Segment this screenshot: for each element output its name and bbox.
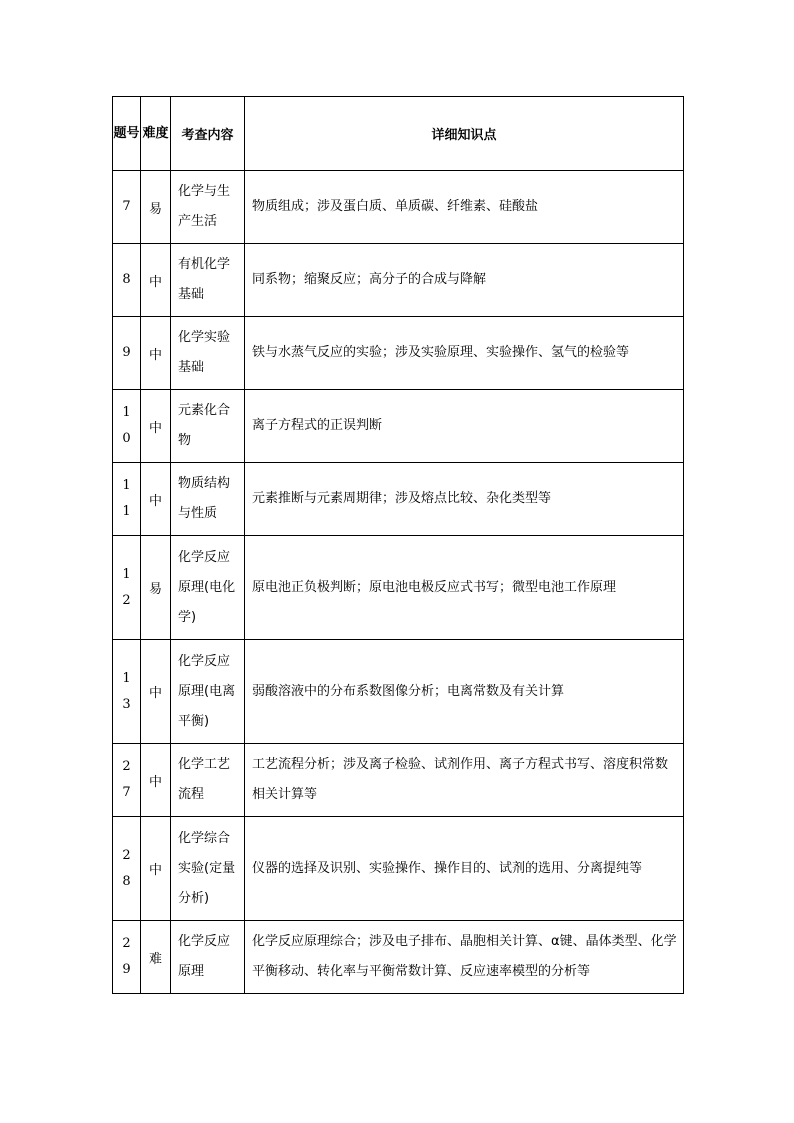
difficulty: 中 — [141, 744, 171, 817]
difficulty: 中 — [141, 463, 171, 536]
header-number: 题号 — [113, 97, 141, 171]
topic: 化学反应原理(电化学) — [171, 536, 245, 640]
difficulty: 中 — [141, 640, 171, 744]
question-number: 9 — [113, 317, 141, 390]
question-number: 7 — [113, 171, 141, 244]
knowledge-detail: 弱酸溶液中的分布系数图像分析；电离常数及有关计算 — [245, 640, 684, 744]
topic: 有机化学基础 — [171, 244, 245, 317]
knowledge-detail: 化学反应原理综合；涉及电子排布、晶胞相关计算、α键、晶体类型、化学平衡移动、转化率与平衡常数计算、反应速率模型的分析等 — [245, 921, 684, 994]
topic: 化学实验基础 — [171, 317, 245, 390]
table-row — [113, 921, 684, 994]
table-row — [113, 744, 684, 817]
question-number: 28 — [113, 817, 141, 921]
topic: 元素化合物 — [171, 390, 245, 463]
difficulty: 中 — [141, 244, 171, 317]
topic: 化学反应原理(电离平衡) — [171, 640, 245, 744]
question-number: 29 — [113, 921, 141, 994]
header-row — [113, 97, 684, 171]
knowledge-detail: 离子方程式的正误判断 — [245, 390, 684, 463]
topic: 化学反应原理 — [171, 921, 245, 994]
topic: 化学综合实验(定量分析) — [171, 817, 245, 921]
knowledge-detail: 物质组成；涉及蛋白质、单质碳、纤维素、硅酸盐 — [245, 171, 684, 244]
question-number: 8 — [113, 244, 141, 317]
difficulty: 中 — [141, 317, 171, 390]
difficulty: 易 — [141, 171, 171, 244]
table-row — [113, 317, 684, 390]
topic: 化学工艺流程 — [171, 744, 245, 817]
table-row — [113, 244, 684, 317]
difficulty: 易 — [141, 536, 171, 640]
knowledge-detail: 仪器的选择及识别、实验操作、操作目的、试剂的选用、分离提纯等 — [245, 817, 684, 921]
knowledge-detail: 元素推断与元素周期律；涉及熔点比较、杂化类型等 — [245, 463, 684, 536]
question-number: 27 — [113, 744, 141, 817]
table-row — [113, 640, 684, 744]
knowledge-detail: 同系物；缩聚反应；高分子的合成与降解 — [245, 244, 684, 317]
table-row — [113, 390, 684, 463]
question-number: 11 — [113, 463, 141, 536]
header-topic: 考查内容 — [171, 97, 245, 171]
knowledge-detail: 工艺流程分析；涉及离子检验、试剂作用、离子方程式书写、溶度积常数相关计算等 — [245, 744, 684, 817]
topic: 化学与生产生活 — [171, 171, 245, 244]
difficulty: 中 — [141, 817, 171, 921]
table-row — [113, 171, 684, 244]
difficulty: 中 — [141, 390, 171, 463]
question-number: 10 — [113, 390, 141, 463]
knowledge-table — [112, 96, 684, 994]
table-row — [113, 817, 684, 921]
difficulty: 难 — [141, 921, 171, 994]
header-difficulty: 难度 — [141, 97, 171, 171]
knowledge-detail: 原电池正负极判断；原电池电极反应式书写；微型电池工作原理 — [245, 536, 684, 640]
question-number: 13 — [113, 640, 141, 744]
knowledge-detail: 铁与水蒸气反应的实验；涉及实验原理、实验操作、氢气的检验等 — [245, 317, 684, 390]
header-detail: 详细知识点 — [245, 97, 684, 171]
question-number: 12 — [113, 536, 141, 640]
topic: 物质结构与性质 — [171, 463, 245, 536]
table-row — [113, 536, 684, 640]
table-row — [113, 463, 684, 536]
